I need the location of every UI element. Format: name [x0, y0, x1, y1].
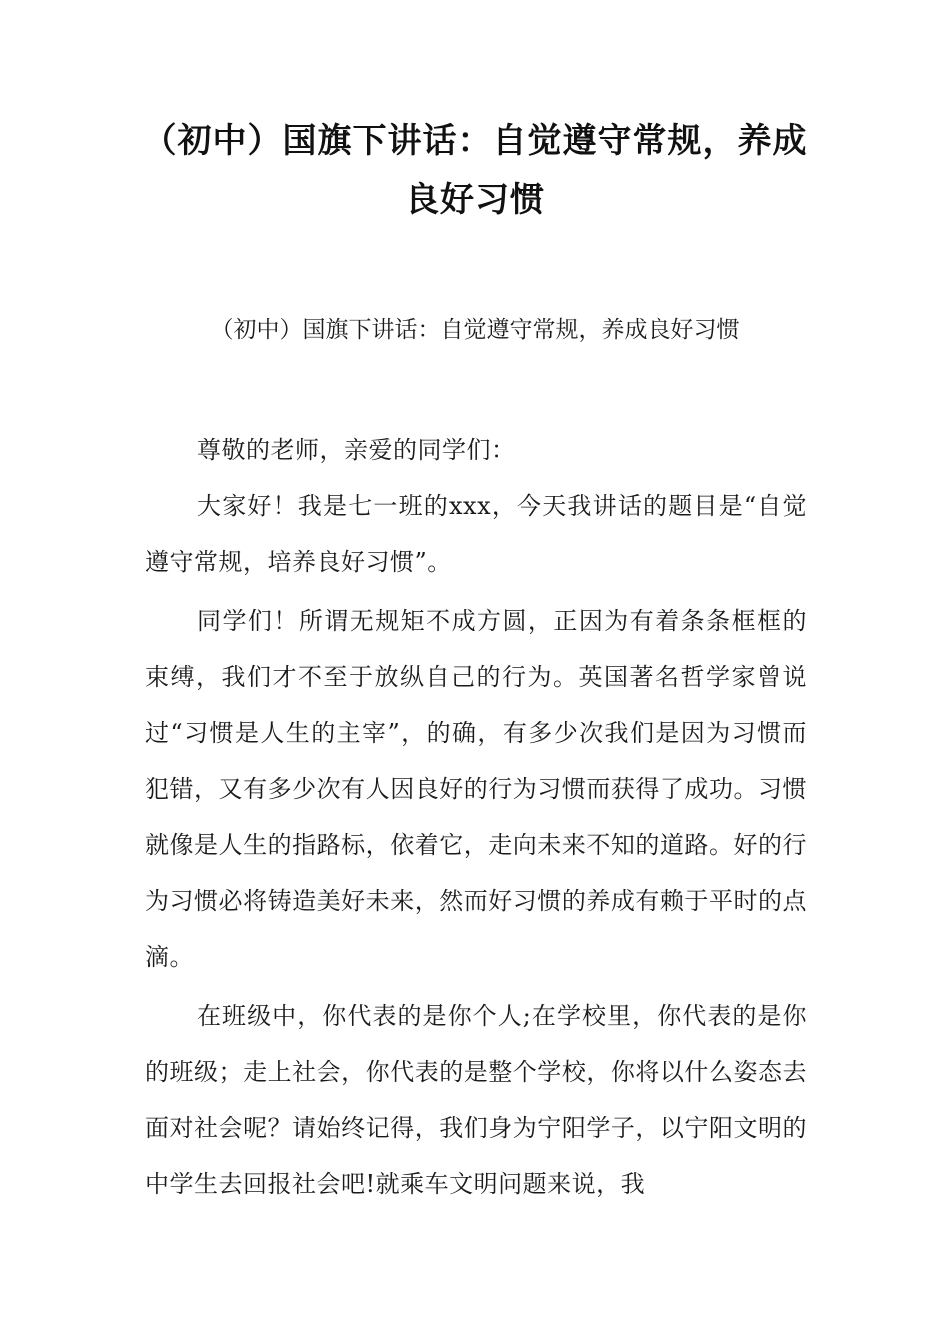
paragraph-intro: 大家好！我是七一班的xxx，今天我讲话的题目是“自觉遵守常规，培养良好习惯”。 — [145, 492, 807, 576]
document-body — [145, 422, 807, 1215]
document-subtitle: （初中）国旗下讲话：自觉遵守常规，养成良好习惯 — [210, 317, 740, 343]
document-title: （初中）国旗下讲话：自觉遵守常规，养成良好习惯 — [142, 121, 808, 220]
paragraph-representation: 在班级中，你代表的是你个人;在学校里，你代表的是你的班级；走上社会，你代表的是整个学校，你将以什么姿态去面对社会呢？请始终记得，我们身为宁阳学子，以宁阳文明的中学生去回报社会吧!就乘车文明问题来说，我 — [145, 1002, 807, 1198]
paragraph-greeting: 尊敬的老师，亲爱的同学们： — [197, 436, 516, 464]
paragraph-habits: 同学们！所谓无规矩不成方圆，正因为有着条条框框的束缚，我们才不至于放纵自己的行为。英国著名哲学家曾说过“习惯是人生的主宰”，的确，有多少次我们是因为习惯而犯错，又有多少次有人因良好的行为习惯而获得了成功。习惯就像是人生的指路标，依着它，走向未来不知的道路。好的行为习惯必将铸造美好未来，然而好习惯的养成有赖于平时的点滴。 — [145, 607, 807, 971]
